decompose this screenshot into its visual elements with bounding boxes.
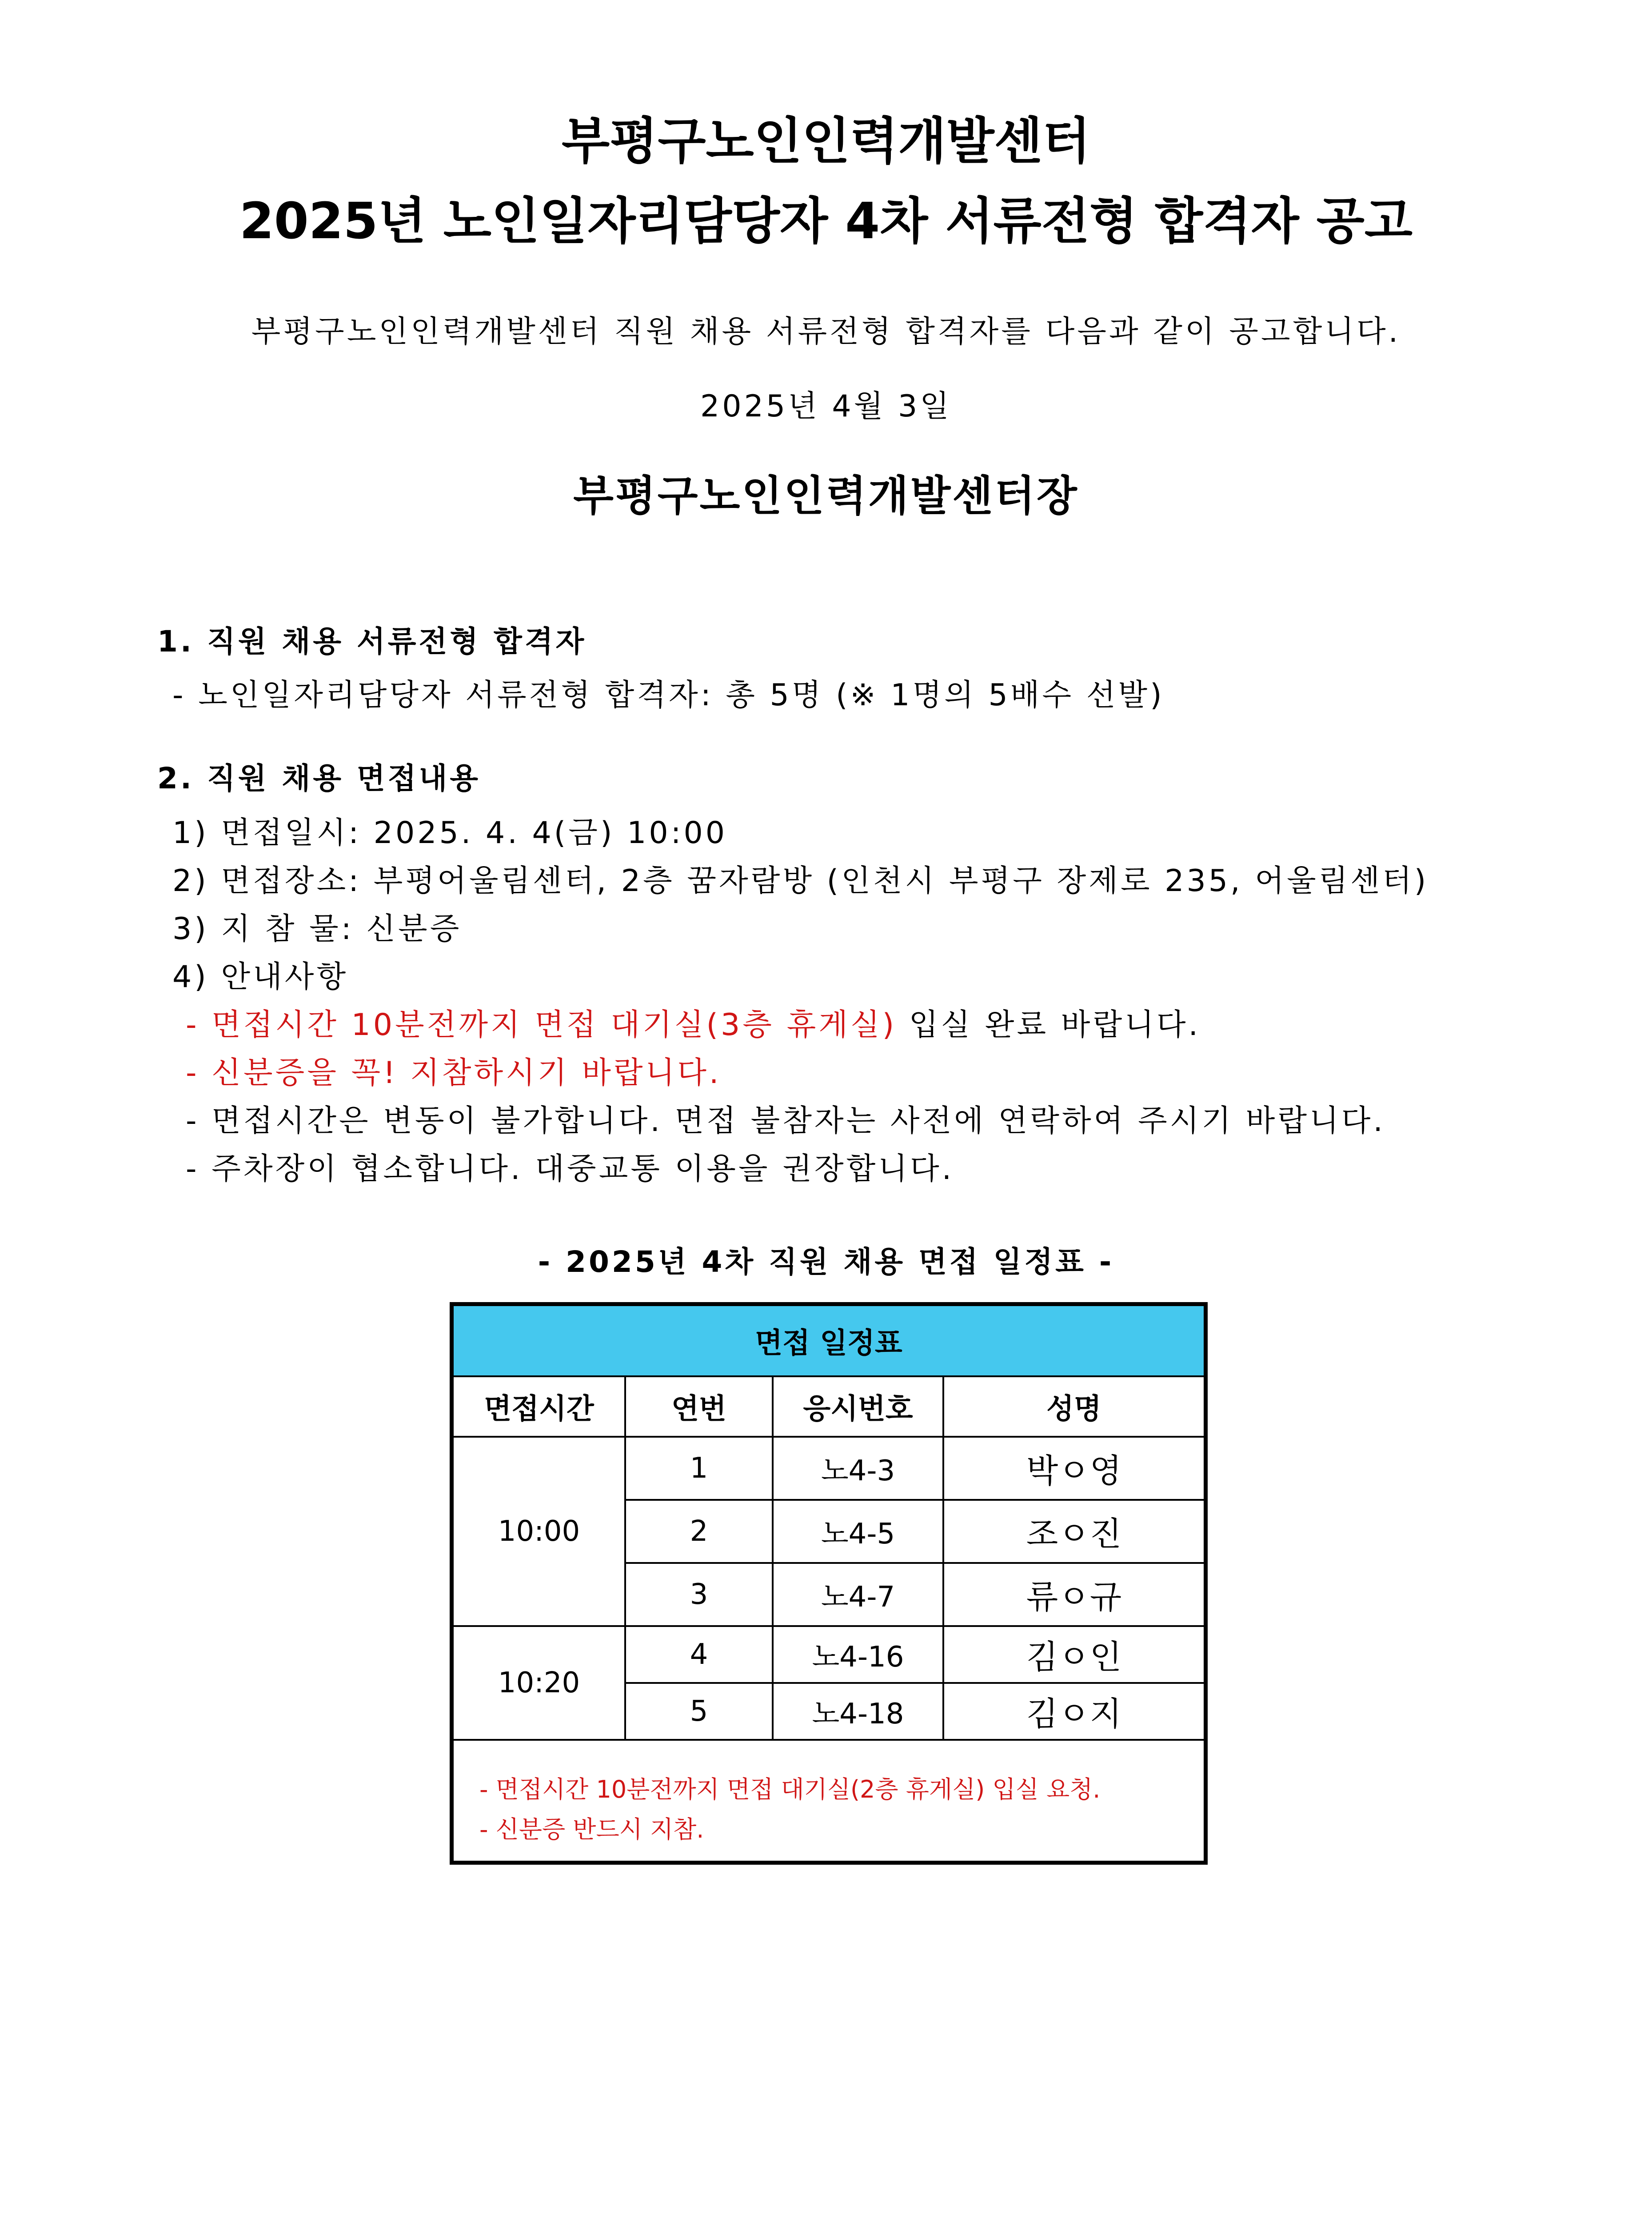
applicant-name-cell: 조ㅇ진 <box>1026 1515 1122 1553</box>
exam-no-cell: 노4-3 <box>821 1455 895 1487</box>
seq-cell: 5 <box>690 1695 708 1728</box>
notice-id-card: - 신분증을 꼭! 지참하시기 바랍니다. <box>186 1055 722 1091</box>
applicant-name-cell: 김ㅇ지 <box>1026 1695 1122 1733</box>
seq-cell: 2 <box>690 1515 708 1548</box>
applicant-name-cell: 류ㅇ규 <box>1026 1578 1122 1616</box>
column-header-exam-no: 응시번호 <box>803 1393 913 1426</box>
section1-heading: 1. 직원 채용 서류전형 합격자 <box>157 624 587 659</box>
exam-no-cell: 노4-18 <box>812 1698 904 1730</box>
interview-time-cell: 10:00 <box>498 1515 580 1548</box>
schedule-caption: - 2025년 4차 직원 채용 면접 일정표 - <box>538 1245 1114 1279</box>
interview-time-cell: 10:20 <box>498 1666 580 1699</box>
schedule-table-title: 면접 일정표 <box>454 1306 1204 1377</box>
applicant-name-cell: 박ㅇ영 <box>1026 1452 1122 1490</box>
applicant-name-cell: 김ㅇ인 <box>1026 1638 1122 1676</box>
notice-waiting-room <box>186 1001 1201 1044</box>
notice-waiting-room-rest: 입실 완료 바랍니다. <box>897 1007 1201 1043</box>
issuer: 부평구노인인력개발센터장 <box>573 472 1079 520</box>
seq-cell: 4 <box>690 1638 708 1671</box>
table-rule <box>454 1739 1204 1741</box>
org-title: 부평구노인인력개발센터 <box>561 112 1091 170</box>
column-header-seq: 연번 <box>671 1393 726 1426</box>
table-note: - 신분증 반드시 지참. <box>479 1815 704 1843</box>
interview-location: 2) 면접장소: 부평어울림센터, 2층 꿈자람방 (인천시 부평구 장제로 235, 어울림센터) <box>172 863 1429 899</box>
exam-no-cell: 노4-7 <box>821 1581 895 1614</box>
table-note: - 면접시간 10분전까지 면접 대기실(2층 휴게실) 입실 요청. <box>479 1775 1101 1803</box>
notice-waiting-room-red: - 면접시간 10분전까지 면접 대기실(3층 휴게실) <box>186 1007 897 1043</box>
section1-line: - 노인일자리담당자 서류전형 합격자: 총 5명 (※ 1명의 5배수 선발) <box>172 678 1165 713</box>
interview-datetime: 1) 면접일시: 2025. 4. 4(금) 10:00 <box>172 815 728 851</box>
exam-no-cell: 노4-16 <box>812 1641 904 1674</box>
notice-parking: - 주차장이 협소합니다. 대중교통 이용을 권장합니다. <box>186 1151 954 1187</box>
seq-cell: 3 <box>690 1578 708 1611</box>
seq-cell: 1 <box>690 1452 708 1485</box>
required-items: 3) 지 참 물: 신분증 <box>172 911 462 947</box>
notice-no-change: - 면접시간은 변동이 불가합니다. 면접 불참자는 사전에 연락하여 주시기 바랍니다. <box>186 1103 1386 1139</box>
column-header-time: 면접시간 <box>484 1393 594 1426</box>
guidance-heading: 4) 안내사항 <box>172 959 349 995</box>
section2-heading: 2. 직원 채용 면접내용 <box>157 761 481 795</box>
intro-text: 부평구노인인력개발센터 직원 채용 서류전형 합격자를 다음과 같이 공고합니다. <box>251 314 1401 349</box>
notice-date: 2025년 4월 3일 <box>700 389 952 424</box>
schedule-table <box>450 1302 1208 1865</box>
page-title: 2025년 노인일자리담당자 4차 서류전형 합격자 공고 <box>239 192 1413 250</box>
column-header-name: 성명 <box>1046 1393 1101 1426</box>
exam-no-cell: 노4-5 <box>821 1518 895 1551</box>
